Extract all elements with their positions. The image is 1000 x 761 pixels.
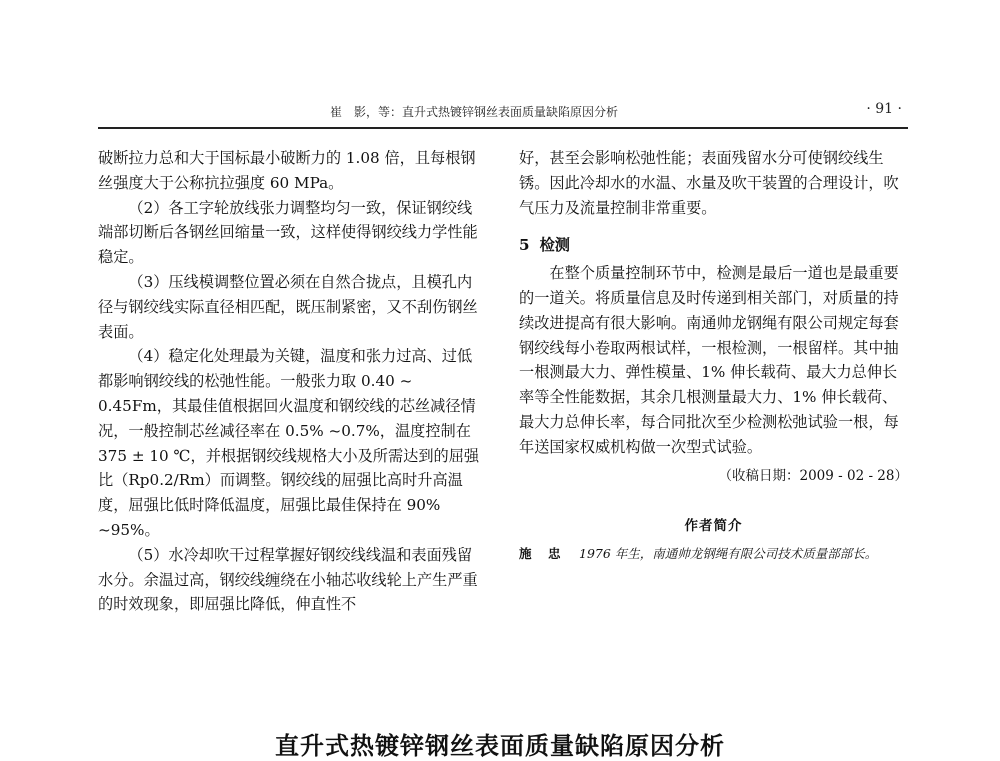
- left-column: [98, 146, 486, 617]
- paragraph: 好，甚至会影响松弛性能；表面残留水分可使钢绞线生锈。因此冷却水的水温、水量及吹干装置的合理设计，吹气压力及流量控制非常重要。: [519, 149, 899, 217]
- section-title: 检测: [539, 236, 570, 255]
- author-bio-heading: 作者简介: [684, 518, 743, 535]
- next-article-title: 直升式热镀锌钢丝表面质量缺陷原因分析: [275, 732, 725, 760]
- paragraph: （2）各工字轮放线张力调整均匀一致，保证钢绞线端部切断后各钢丝回缩量一致，这样使得钢绞线力学性能稳定。: [98, 198, 478, 267]
- right-column: [519, 146, 908, 565]
- paragraph: （5）水冷却吹干过程掌握好钢绞线线温和表面残留水分。余温过高，钢绞线缠绕在小轴芯收线轮上产生严重的时效现象，即屈强比降低，伸直性不: [98, 545, 478, 614]
- header-rule: [98, 127, 908, 129]
- author-bio-text: 1976 年生，南通帅龙钢绳有限公司技术质量部部长。: [579, 546, 878, 562]
- paragraph: （3）压线模调整位置必须在自然合拢点，且模孔内径与钢绞线实际直径相匹配，既压制紧密，又不刮伤钢丝表面。: [98, 272, 478, 341]
- author-bio: [519, 543, 908, 565]
- section-number: 5: [519, 236, 530, 255]
- paragraph: 破断拉力总和大于国标最小破断力的 1.08 倍，且每根钢丝强度大于公称抗拉强度 60 MPa。: [98, 149, 476, 192]
- running-header: [98, 101, 908, 121]
- section-heading: [519, 233, 908, 258]
- received-date: （收稿日期：2009 - 02 - 28）: [718, 467, 908, 484]
- paragraph: （4）稳定化处理最为关键，温度和张力过高、过低都影响钢绞线的松弛性能。一般张力取 0.40 ~ 0.45Fm，其最佳值根据回火温度和钢绞线的芯丝减径情况，一般控制芯丝减径率在 0.5% ~0.7%，温度控制在 375 ± 10 ℃，并根据钢绞线规格大小及所需达到的屈强比（Rp0.2/Rm）而调整。钢绞线的屈强比高时升高温度，屈强比低时降低温度，屈强比最佳保持在 90% ~95%。: [98, 347, 480, 539]
- running-title: 崔 影，等：直升式热镀锌钢丝表面质量缺陷原因分析: [330, 105, 619, 119]
- author-name: 施 忠: [519, 546, 563, 562]
- paragraph: 在整个质量控制环节中，检测是最后一道也是最重要的一道关。将质量信息及时传递到相关部门，对质量的持续改进提高有很大影响。南通帅龙钢绳有限公司规定每套钢绞线每小卷取两根试样，一根检测，一根留样。其中抽一根测最大力、弹性模量、1% 伸长载荷、最大力总伸长率等全性能数据，其余几根测量最大力、1% 伸长载荷、最大力总伸长率，每合同批次至少检测松弛试验一根，每年送国家权威机构做一次型式试验。: [519, 264, 899, 456]
- page-number: · 91 ·: [866, 101, 902, 117]
